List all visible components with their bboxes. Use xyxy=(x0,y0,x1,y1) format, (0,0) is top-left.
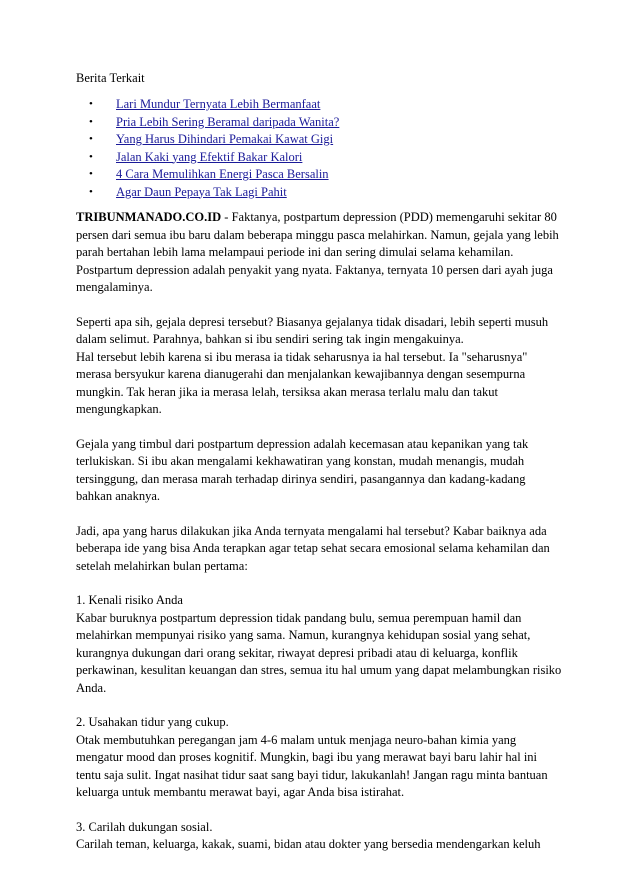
related-news-item xyxy=(76,184,566,202)
paragraph-line: setelah melahirkan bulan pertama: xyxy=(76,558,248,573)
paragraph-line: - Faktanya, postpartum depression (PDD) memengaruhi sekitar 80 xyxy=(221,210,557,224)
paragraph-line: parah bertahan lebih lama melampaui periode ini dan sering dimulai selama kehamilan. xyxy=(76,245,514,259)
bullet-icon: • xyxy=(89,133,93,145)
paragraph-line: merasa bersyukur karena dianugerahi dan menjalankan kewajibannya dengan sesempurna xyxy=(76,367,526,381)
paragraph-line: Jadi, apa yang harus dilakukan jika Anda ternyata mengalami hal tersebut? Kabar baiknya ada xyxy=(76,523,547,538)
related-news-link[interactable]: 4 Cara Memulihkan Energi Pasca Bersalin xyxy=(116,167,329,181)
paragraph-line: Hal tersebut lebih karena si ibu merasa ia tidak seharusnya ia hal tersebut. Ia "seharusnya" xyxy=(76,349,528,364)
related-news-link[interactable]: Yang Harus Dihindari Pemakai Kawat Gigi xyxy=(116,132,334,146)
paragraph-line: kurangnya dukungan dari orang sekitar, riwayat depresi pribadi atau di keluarga, konflik xyxy=(76,645,518,660)
bullet-icon: • xyxy=(89,115,93,128)
paragraph-line: Carilah teman, keluarga, kakak, suami, bidan atau dokter yang bersedia mendengarkan keluh xyxy=(76,837,541,851)
paragraph-line: dalam selimut. Parahnya, bahkan si ibu sendiri sering tak ingin mengakuinya. xyxy=(76,332,464,346)
paragraph-line: keluarga untuk membantu merawat bayi, agar Anda bisa istirahat. xyxy=(76,785,405,799)
paragraph-line: Otak membutuhkan peregangan jam 4-6 malam untuk menjaga neuro-bahan kimia yang xyxy=(76,732,517,747)
related-news-link[interactable]: Pria Lebih Sering Beramal daripada Wanita? xyxy=(116,114,340,129)
article-page xyxy=(76,70,566,871)
intro-paragraph xyxy=(76,209,566,297)
paragraph-line: bahkan anaknya. xyxy=(76,489,160,503)
related-news-link[interactable]: Jalan Kaki yang Efektif Bakar Kalori xyxy=(116,149,303,164)
bullet-icon: • xyxy=(89,150,93,163)
tip-2-paragraph xyxy=(76,714,566,802)
anxiety-paragraph xyxy=(76,436,566,506)
paragraph-line: mengungkapkan. xyxy=(76,402,162,416)
tip-heading: 2. Usahakan tidur yang cukup. xyxy=(76,715,229,729)
bullet-icon: • xyxy=(89,98,93,110)
tip-1-paragraph xyxy=(76,592,566,697)
paragraph-line: beberapa ide yang bisa Anda terapkan agar tetap sehat secara emosional selama kehamilan dan xyxy=(76,541,550,555)
paragraph-line: persen dari semua ibu baru dalam beberapa minggu pasca melahirkan. Namun, gejala yang lebih xyxy=(76,227,559,242)
paragraph-line: Postpartum depression adalah penyakit yang nyata. Faktanya, ternyata 10 persen dari ayah juga xyxy=(76,262,553,277)
paragraph-line: melahirkan mempunyai risiko yang sama. Namun, kurangnya kehidupan sosial yang sehat, xyxy=(76,628,531,642)
paragraph-line: Seperti apa sih, gejala depresi tersebut? Biasanya gejalanya tidak disadari, lebih seperti musuh xyxy=(76,314,549,329)
related-news-heading: Berita Terkait xyxy=(76,71,145,85)
paragraph-line: tersinggung, dan merasa marah terhadap dirinya sendiri, pasangannya dan kadang-kadang xyxy=(76,471,526,486)
related-news-link[interactable]: Agar Daun Pepaya Tak Lagi Pahit xyxy=(116,184,287,199)
paragraph-line: mengatur mood dan proses kognitif. Mungkin, bagi ibu yang merawat bayi baru lahir hal ini xyxy=(76,750,538,764)
paragraph-line: Anda. xyxy=(76,680,107,695)
news-source: TRIBUNMANADO.CO.ID xyxy=(76,210,222,224)
tip-heading: 3. Carilah dukungan sosial. xyxy=(76,819,213,834)
paragraph-line: perkawinan, kesulitan keuangan dan stres, semua itu hal umum yang dapat melambungkan risiko xyxy=(76,663,562,677)
paragraph-line: terlukiskan. Si ibu akan mengalami kekhawatiran yang konstan, mudah menangis, mudah xyxy=(76,454,525,468)
related-news-link[interactable]: Lari Mundur Ternyata Lebih Bermanfaat xyxy=(116,97,321,111)
related-news-item xyxy=(76,166,566,184)
related-news-item xyxy=(76,131,566,149)
paragraph-line: Kabar buruknya postpartum depression tidak pandang bulu, semua perempuan hamil dan xyxy=(76,610,522,625)
paragraph-line: mungkin. Tak heran jika ia merasa lelah, tersiksa akan merasa terlalu malu dan takut xyxy=(76,384,499,399)
paragraph-line: tentu saja sulit. Ingat nasihat tidur saat sang bayi tidur, lakukanlah! Jangan ragu minta bantuan xyxy=(76,767,548,782)
bullet-icon: • xyxy=(89,168,93,180)
paragraph-line: mengalaminya. xyxy=(76,280,153,294)
symptoms-paragraph xyxy=(76,314,566,419)
tip-heading: 1. Kenali risiko Anda xyxy=(76,593,183,607)
tip-3-paragraph xyxy=(76,819,566,854)
related-news-item xyxy=(76,96,566,114)
tips-intro-paragraph xyxy=(76,523,566,576)
related-news-item xyxy=(76,114,566,132)
paragraph-line: Gejala yang timbul dari postpartum depression adalah kecemasan atau kepanikan yang tak xyxy=(76,436,529,451)
related-news-item xyxy=(76,149,566,167)
related-news-list xyxy=(76,96,566,201)
bullet-icon: • xyxy=(89,185,93,198)
